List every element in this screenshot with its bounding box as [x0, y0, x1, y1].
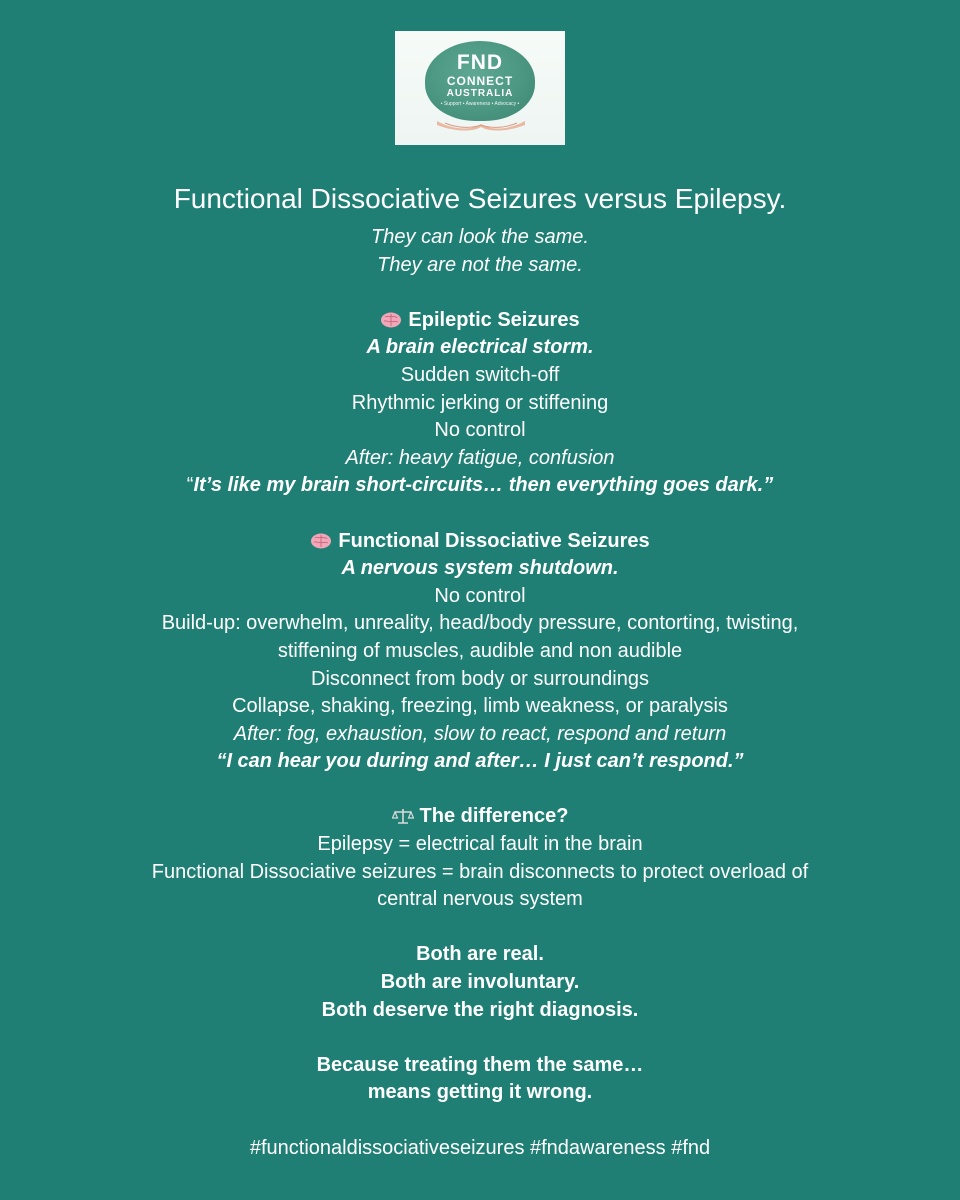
brain-emoji-icon	[310, 532, 332, 550]
hands-logo-icon	[435, 117, 527, 131]
page-title: Functional Dissociative Seizures versus Epilepsy.	[173, 183, 787, 214]
epileptic-quote-line	[0, 472, 960, 500]
logo-tagline: • Support • Awareness • Advocacy •	[440, 101, 520, 107]
difference-line-2: Functional Dissociative seizures = brain disconnects to protect overload of	[151, 860, 809, 883]
functional-heading	[0, 528, 960, 556]
epileptic-point-1: Sudden switch-off	[400, 363, 560, 386]
logo-line-fnd: FND	[456, 51, 504, 74]
balance-scale-icon	[392, 807, 414, 825]
spacer	[0, 1107, 960, 1135]
functional-point-4: Disconnect from body or surroundings	[311, 667, 649, 690]
functional-tagline: A nervous system shutdown.	[341, 557, 619, 580]
functional-point-3: stiffening of muscles, audible and non audible	[277, 639, 683, 662]
epileptic-heading-text: Epileptic Seizures	[408, 308, 580, 331]
both-line-3: Both deserve the right diagnosis.	[321, 998, 639, 1021]
epileptic-tagline: A brain electrical storm.	[366, 336, 594, 359]
brain-emoji-icon	[380, 311, 402, 329]
epileptic-heading	[0, 307, 960, 335]
epileptic-after: After: heavy fatigue, confusion	[345, 446, 615, 469]
functional-point-1: No control	[434, 584, 526, 607]
fnd-connect-australia-logo	[395, 31, 565, 145]
because-line-1: Because treating them the same…	[316, 1053, 644, 1076]
both-line-1: Both are real.	[416, 943, 544, 966]
epileptic-point-3: No control	[434, 419, 526, 442]
subtitle-line-1: They can look the same.	[371, 226, 589, 248]
functional-point-2: Build-up: overwhelm, unreality, head/body pressure, contorting, twisting,	[161, 612, 799, 635]
functional-after: After: fog, exhaustion, slow to react, respond and return	[233, 722, 727, 745]
difference-line-3: central nervous system	[377, 888, 583, 911]
difference-heading-text: The difference?	[419, 805, 569, 828]
spacer	[0, 279, 960, 307]
epileptic-quote-open: “	[186, 474, 194, 497]
spacer	[0, 500, 960, 528]
spacer	[0, 1024, 960, 1052]
difference-line-1: Epilepsy = electrical fault in the brain	[317, 833, 643, 856]
spacer	[0, 914, 960, 942]
subtitle-line-2: They are not the same.	[377, 253, 583, 276]
functional-quote: “I can hear you during and after… I just can’t respond.”	[216, 750, 744, 773]
functional-point-5: Collapse, shaking, freezing, limb weakness, or paralysis	[232, 695, 728, 718]
both-line-2: Both are involuntary.	[380, 971, 580, 994]
post-text	[0, 174, 960, 1162]
epileptic-quote: It’s like my brain short-circuits… then everything goes dark.”	[193, 474, 774, 497]
spacer	[0, 776, 960, 804]
hashtags[interactable]: #functionaldissociativeseizures #fndawareness #fnd	[249, 1136, 711, 1159]
functional-heading-text: Functional Dissociative Seizures	[338, 529, 650, 552]
because-line-2: means getting it wrong.	[367, 1081, 593, 1104]
logo-line-australia: AUSTRALIA	[446, 88, 514, 99]
difference-heading	[0, 803, 960, 831]
epileptic-point-2: Rhythmic jerking or stiffening	[351, 391, 609, 414]
logo-line-connect: CONNECT	[446, 74, 514, 88]
